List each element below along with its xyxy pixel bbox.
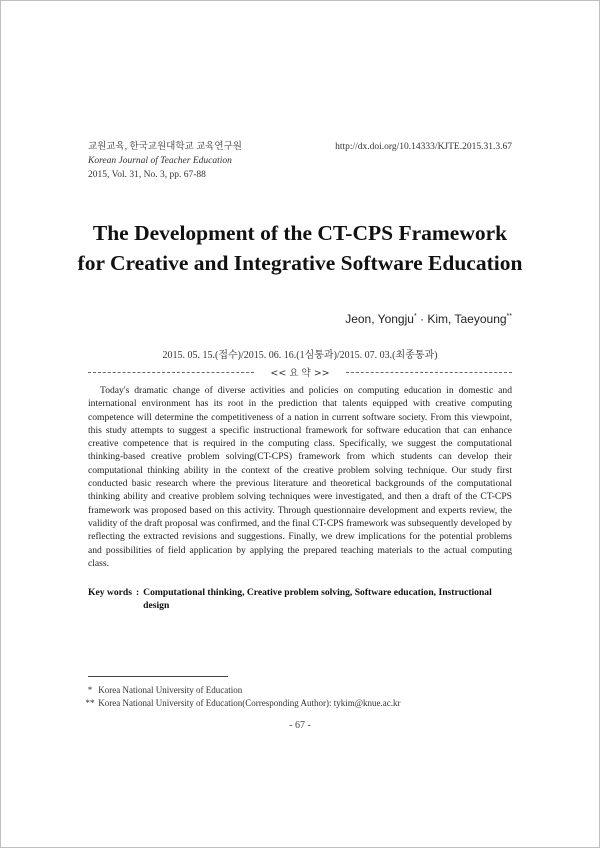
footnote-2 — [84, 697, 400, 710]
footnote-2-mark: ** — [85, 697, 95, 708]
keywords-text: Computational thinking, Creative problem solving, Software education, Instructional design — [143, 587, 492, 611]
title-line-1: The Development of the CT-CPS Framework — [92, 221, 508, 245]
keywords-separator: : — [135, 587, 140, 598]
summary-divider — [88, 366, 512, 378]
journal-header — [88, 140, 242, 182]
journal-name: Korean Journal of Teacher Education — [88, 156, 232, 166]
footnote-2-text: Korea National University of Education(Corresponding Author): tykim@knue.ac.kr — [98, 697, 401, 708]
footnote-1 — [84, 684, 400, 697]
summary-rule-right — [346, 372, 512, 373]
author-1: Jeon, Yongju — [345, 312, 414, 326]
footnotes — [84, 684, 400, 709]
author-separator: · — [420, 312, 425, 326]
author-2: Kim, Taeyoung — [427, 312, 507, 326]
summary-heading: << 요 약 >> — [270, 368, 330, 379]
doi-link[interactable]: http://dx.doi.org/10.14333/KJTE.2015.31.3.67 — [335, 142, 512, 152]
abstract-text: Today's dramatic change of diverse activities and policies on computing education in domestic and international environment has its root in the prediction that talents equipped with creative computing competence will determine the competitiveness of a nation in current software society. From this viewpoint, this study attempts to suggest a specific instructional framework for software education that can enhance creative competence that is required in the computing class. Specifically, we suggest the computational thinking-based creative problem solving(CT-CPS) framework from which students can develop their computational thinking ability in the context of the creative problem solving technique. Our study first conducted basic research where the previous literature and theoretical backgrounds of the computational thinking ability and creative problem solving techniques were investigated, and then a draft of the CT-CPS framework was proposed based on this activity. Through questionnaire development and experts review, the validity of the draft proposal was confirmed, and the final CT-CPS framework was subsequently developed by reflecting the extracted revisions and suggestions. Finally, we drew implications for the potential problems and possibilities of field application by applying the prepared teaching materials to the actual computing class. — [88, 385, 512, 569]
keywords — [88, 586, 512, 612]
issue-line: 2015, Vol. 31, No. 3, pp. 67-88 — [88, 170, 206, 180]
footnote-rule — [88, 676, 228, 677]
review-dates: 2015. 05. 15.(접수)/2015. 06. 16.(1심통과)/2015. 07. 03.(최종통과) — [162, 350, 438, 361]
paper-title — [60, 218, 540, 278]
institution-line: 교원교육, 한국교원대학교 교육연구원 — [88, 142, 242, 152]
author-1-mark: * — [413, 313, 417, 320]
footnote-1-mark: * — [87, 685, 93, 695]
keywords-label: Key words — [88, 587, 132, 598]
title-line-2: for Creative and Integrative Software Education — [77, 251, 523, 275]
author-line — [345, 312, 512, 326]
footnote-1-text: Korea National University of Education — [98, 685, 243, 695]
author-2-mark: ** — [506, 313, 512, 320]
page-number: - 67 - — [289, 720, 311, 731]
